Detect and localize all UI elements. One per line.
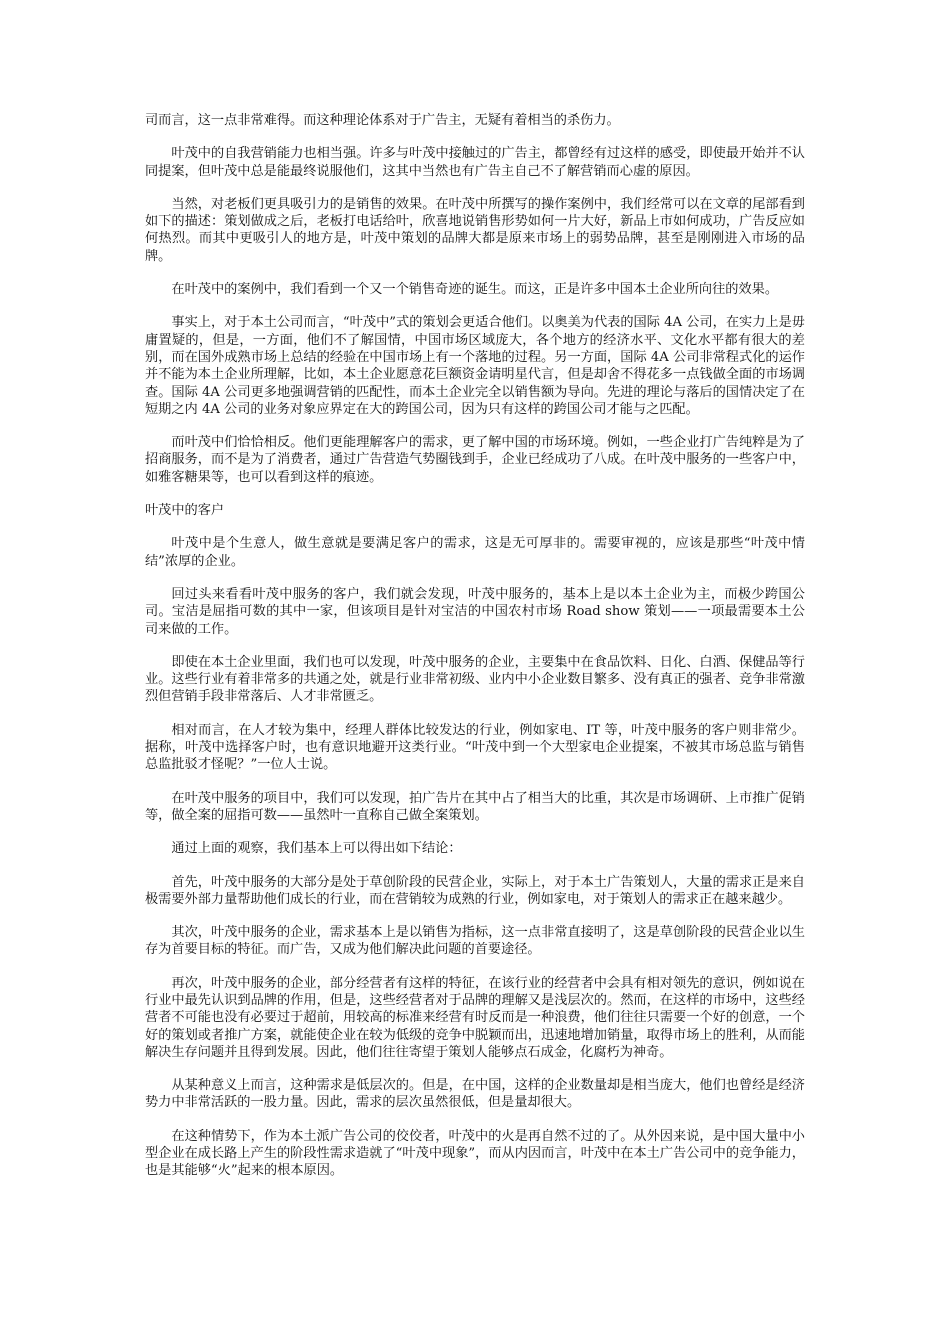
paragraph-10: 即使在本土企业里面，我们也可以发现，叶茂中服务的企业，主要集中在食品饮料、日化、白酒、保健品等行业。这些行业有着非常多的共通之处，就是行业非常初级、业内中小企业数目繁多、没有真正的强者、竞争非常激烈但营销手段非常落后、人才非常匮乏。	[145, 654, 805, 705]
paragraph-5: 事实上，对于本土公司而言，“叶茂中”式的策划会更适合他们。以奥美为代表的国际 4A 公司，在实力上是毋庸置疑的，但是，一方面，他们不了解国情，中国市场区域庞大，各个地方的经济水平、文化水平都有很大的差别，而在国外成熟市场上总结的经验在中国市场上有一个落地的过程。另一方面，国际 4A 公司非常程式化的运作并不能为本土企业所理解，比如，本土企业愿意花巨额资金请明星代言，但是却舍不得花多一点钱做全面的市场调查。国际 4A 公司更多地强调营销的匹配性，而本土企业完全以销售额为导向。先进的理论与落后的国情决定了在短期之内 4A 公司的业务对象应界定在大的跨国公司，因为只有这样的跨国公司才能与之匹配。	[145, 315, 805, 417]
paragraph-2: 叶茂中的自我营销能力也相当强。许多与叶茂中接触过的广告主，都曾经有过这样的感受，即使最开始并不认同提案，但叶茂中总是能最终说服他们，这其中当然也有广告主自己不了解营销而心虚的原因。	[145, 146, 805, 179]
paragraph-1: 司而言，这一点非常难得。而这种理论体系对于广告主，无疑有着相当的杀伤力。	[145, 113, 620, 128]
paragraph-6: 而叶茂中们恰恰相反。他们更能理解客户的需求，更了解中国的市场环境。例如，一些企业打广告纯粹是为了招商服务，而不是为了消费者，通过广告营造气势圈钱到手，企业已经成功了八成。在叶茂中服务的一些客户中，如雅客糖果等，也可以看到这样的痕迹。	[145, 435, 805, 485]
paragraph-12: 在叶茂中服务的项目中，我们可以发现，拍广告片在其中占了相当大的比重，其次是市场调研、上市推广促销等，做全案的屈指可数——虽然叶一直称自己做全案策划。	[145, 790, 805, 823]
paragraph-9: 回过头来看看叶茂中服务的客户，我们就会发现，叶茂中服务的，基本上是以本土企业为主，而极少跨国公司。宝洁是屈指可数的其中一家，但该项目是针对宝洁的中国农村市场 Road show 策划——一项最需要本土公司来做的工作。	[145, 586, 805, 637]
paragraph-11: 相对而言，在人才较为集中，经理人群体比较发达的行业，例如家电、IT 等，叶茂中服务的客户则非常少。据称，叶茂中选择客户时，也有意识地避开这类行业。“叶茂中到一个大型家电企业提案，不被其市场总监与销售总监批驳才怪呢？”一位人士说。	[145, 722, 805, 773]
paragraph-4: 在叶茂中的案例中，我们看到一个又一个销售奇迹的诞生。而这，正是许多中国本土企业所向往的效果。	[171, 282, 779, 298]
paragraph-8: 叶茂中是个生意人，做生意就是要满足客户的需求，这是无可厚非的。需要审视的，应该是那些“叶茂中情结”浓厚的企业。	[145, 536, 805, 569]
paragraph-14: 首先，叶茂中服务的大部分是处于草创阶段的民营企业，实际上，对于本土广告策划人，大量的需求正是来自极需要外部力量帮助他们成长的行业，而在营销较为成熟的行业，例如家电，对于策划人的需求正在越来越少。	[145, 874, 805, 907]
paragraph-13: 通过上面的观察，我们基本上可以得出如下结论：	[171, 841, 462, 857]
paragraph-18: 在这种情势下，作为本土派广告公司的佼佼者，叶茂中的火是再自然不过的了。从外因来说，是中国大量中小型企业在成长路上产生的阶段性需求造就了“叶茂中现象”，而从内因而言，叶茂中在本土广告公司中的竞争能力，也是其能够“火”起来的根本原因。	[145, 1128, 805, 1179]
paragraph-17: 从某种意义上而言，这种需求是低层次的。但是，在中国，这样的企业数量却是相当庞大，他们也曾经是经济势力中非常活跃的一股力量。因此，需求的层次虽然很低，但是量却很大。	[145, 1078, 805, 1111]
section-heading: 叶茂中的客户	[145, 503, 225, 519]
paragraph-3: 当然，对老板们更具吸引力的是销售的效果。在叶茂中所撰写的操作案例中，我们经常可以在文章的尾部看到如下的描述：策划做成之后，老板打电话给叶，欣喜地说销售形势如何一片大好，新品上市如何成功，广告反应如何热烈。而其中更吸引人的地方是，叶茂中策划的品牌大都是原来市场上的弱势品牌，甚至是刚刚进入市场的品牌。	[145, 196, 805, 264]
paragraph-15: 其次，叶茂中服务的企业，需求基本上是以销售为指标，这一点非常直接明了，这是草创阶段的民营企业以生存为首要目标的特征。而广告，又成为他们解决此问题的首要途径。	[145, 925, 805, 958]
paragraph-16: 再次，叶茂中服务的企业，部分经营者有这样的特征，在该行业的经营者中会具有相对领先的意识，例如说在行业中最先认识到品牌的作用，但是，这些经营者对于品牌的理解又是浅层次的。然而，在这样的市场中，这些经营者不可能也没有必要过于超前，用较高的标准来经营有时反而是一种浪费，他们往往只需要一个好的创意，一个好的策划或者推广方案，就能使企业在较为低级的竞争中脱颖而出，迅速地增加销量，取得市场上的胜利，从而能解决生存问题并且得到发展。因此，他们往往寄望于策划人能够点石成金，化腐朽为神奇。	[145, 975, 805, 1060]
